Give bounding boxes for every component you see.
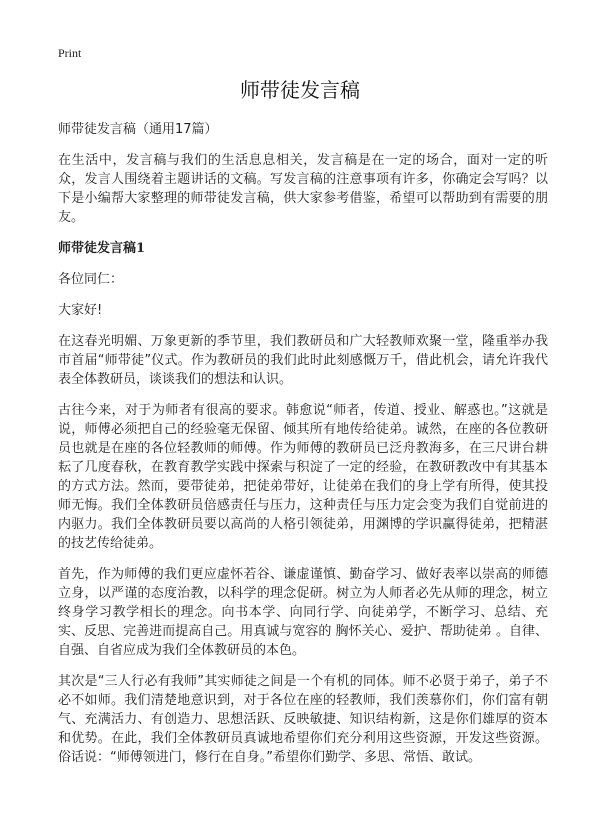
body-paragraph-3: 首先，作为师傅的我们更应虚怀若谷、谦虚谨慎、勤奋学习、做好表率以崇高的师德立身，以严谨的态度治教，以科学的理念促研。树立为人师者必先从师的理念，树立终身学习教学相长的理念。向书本学、向同行学、向徒弟学，不断学习、总结、充实、反思、完善进而提高自己。用真诚与宽容的 胸怀关心、爱护、帮助徒弟 。自律、自强、自省应成为我们全体教研员的本色。 <box>58 567 548 658</box>
document-subtitle: 师带徒发言稿（通用17篇） <box>58 122 218 137</box>
salutation: 大家好! <box>58 303 103 318</box>
print-link[interactable]: Print <box>58 46 82 60</box>
body-paragraph-4: 其次是“三人行必有我师”其实师徒之间是一个有机的同体。师不必贤于弟子，弟子不必不如师。我们清楚地意识到，对于各位在座的轻教师，我们羡慕你们，你们富有朝气、充满活力、有创造力、思想活跃、反映敏捷、知识结构新，这是你们雄厚的资本和优势。在此，我们全体教研员真诚地希望你们充分利用这些资源，开发这些资源。俗话说：“师傅领进门，修行在自身。”希望你们勤学、多思、常悟、敢试。 <box>58 674 548 765</box>
body-paragraph-1: 在这春光明媚、万象更新的季节里，我们教研员和广大轻教师欢聚一堂，隆重举办我市首届“师带徒”仪式。作为教研员的我们此时此刻感慨万千，借此机会，请允许我代表全体教研员，谈谈我们的想法和认识。 <box>58 334 548 387</box>
document-body <box>58 120 548 779</box>
section-heading: 师带徒发言稿1 <box>58 241 146 256</box>
body-paragraph-2: 古往今来，对于为师者有很高的要求。韩愈说“师者，传道、授业、解惑也。”这就是说，师傅必须把自己的经验毫无保留、倾其所有地传给徒弟。诚然，在座的各位教研员也就是在座的各位轻教师的师傅。作为师傅的教研员已泛舟教海多，在三尺讲台耕耘了几度春秋，在教育教学实践中探索与积淀了一定的经验，在教研教改中有其基本的方式方法。然而，要带徒弟，把徒弟带好，让徒弟在我们的身上学有所得，使其投师无悔。我们全体教研员倍感责任与压力，这种责任与压力定会变为我们自觉前进的内驱力。我们全体教研员要以高尚的人格引领徒弟，用渊博的学识赢得徒弟，把精湛的技艺传给徒弟。 <box>58 403 548 551</box>
document-title: 师带徒发言稿 <box>240 78 360 102</box>
greeting: 各位同仁： <box>58 272 124 287</box>
intro-paragraph: 在生活中，发言稿与我们的生活息息相关，发言稿是在一定的场合，面对一定的听众，发言人围绕着主题讲话的文稿。写发言稿的注意事项有许多，你确定会写吗？以下是小编帮大家整理的师带徒发言稿，供大家参考借鉴，希望可以帮助到有需要的朋友。 <box>58 153 548 225</box>
